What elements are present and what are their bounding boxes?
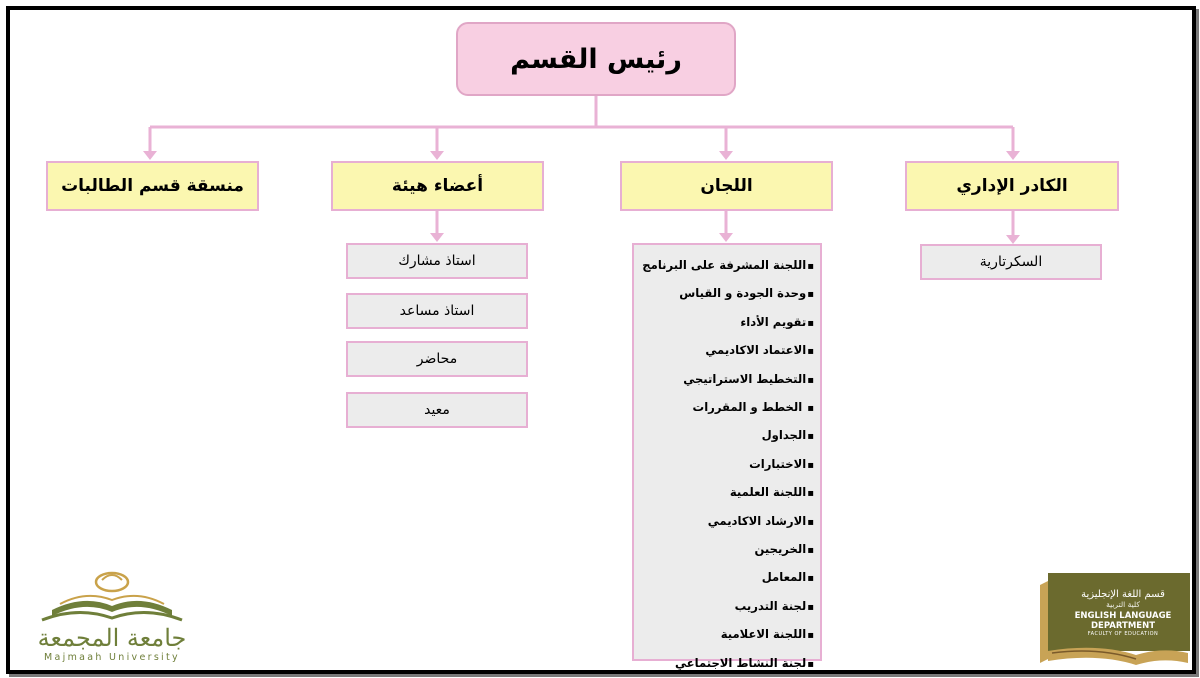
committee-item: ▪ الاختبارات [640,451,814,479]
committee-item: ▪ الخريجين [640,536,814,564]
department-name-arabic: قسم اللغة الإنجليزية [1081,589,1165,600]
lecturer-node: محاضر [346,341,528,377]
university-name-arabic: جامعة المجمعة [37,624,187,652]
secretariat-node: السكرتارية [920,244,1102,280]
female-section-coordinator-node: منسقة قسم الطالبات [46,161,259,211]
committee-item: ▪ وحدة الجودة و القياس [640,280,814,308]
department-logo-text [1060,589,1186,637]
faculty-members-node: أعضاء هيئة [331,161,544,211]
assistant-professor-node: استاذ مساعد [346,293,528,329]
university-name-english: Majmaah University [44,652,180,663]
admin-staff-node: الكادر الإداري [905,161,1119,211]
committee-item: ▪ اللجنة الاعلامية [640,621,814,649]
english-department-logo [1038,571,1190,666]
faculty-name-arabic: كلية التربية [1106,600,1140,609]
department-name-english-2: DEPARTMENT [1090,621,1156,631]
committees-list-box [632,243,822,670]
committee-item: ▪ لجنة النشاط الاجتماعي [640,650,814,678]
committee-item: ▪ اللجنة العلمية [640,479,814,507]
committee-item: ▪ الارشاد الاكاديمي [640,508,814,536]
committee-item: ▪ الجداول [640,422,814,450]
faculty-name-english: FACULTY OF EDUCATION [1087,631,1159,637]
committee-item: ▪ اللجنة المشرفة على البرنامج [640,252,814,280]
committees-node: اللجان [620,161,833,211]
committee-item: ▪ تقويم الأداء [640,309,814,337]
committee-item: ▪ التخطيط الاستراتيجي [640,366,814,394]
associate-professor-node: استاذ مشارك [346,243,528,279]
committee-item: ▪ لجنة التدريب [640,593,814,621]
majmaah-university-logo [12,566,212,666]
open-book-icon [12,566,212,628]
committees-list [640,252,814,678]
committee-item: ▪ الاعتماد الاكاديمي [640,337,814,365]
department-head-node: رئيس القسم [456,22,736,96]
committee-item: ▪ الخطط و المقررات [640,394,814,422]
teaching-assistant-node: معيد [346,392,528,428]
department-name-english-1: ENGLISH LANGUAGE [1074,611,1172,621]
committee-item: ▪ المعامل [640,564,814,592]
